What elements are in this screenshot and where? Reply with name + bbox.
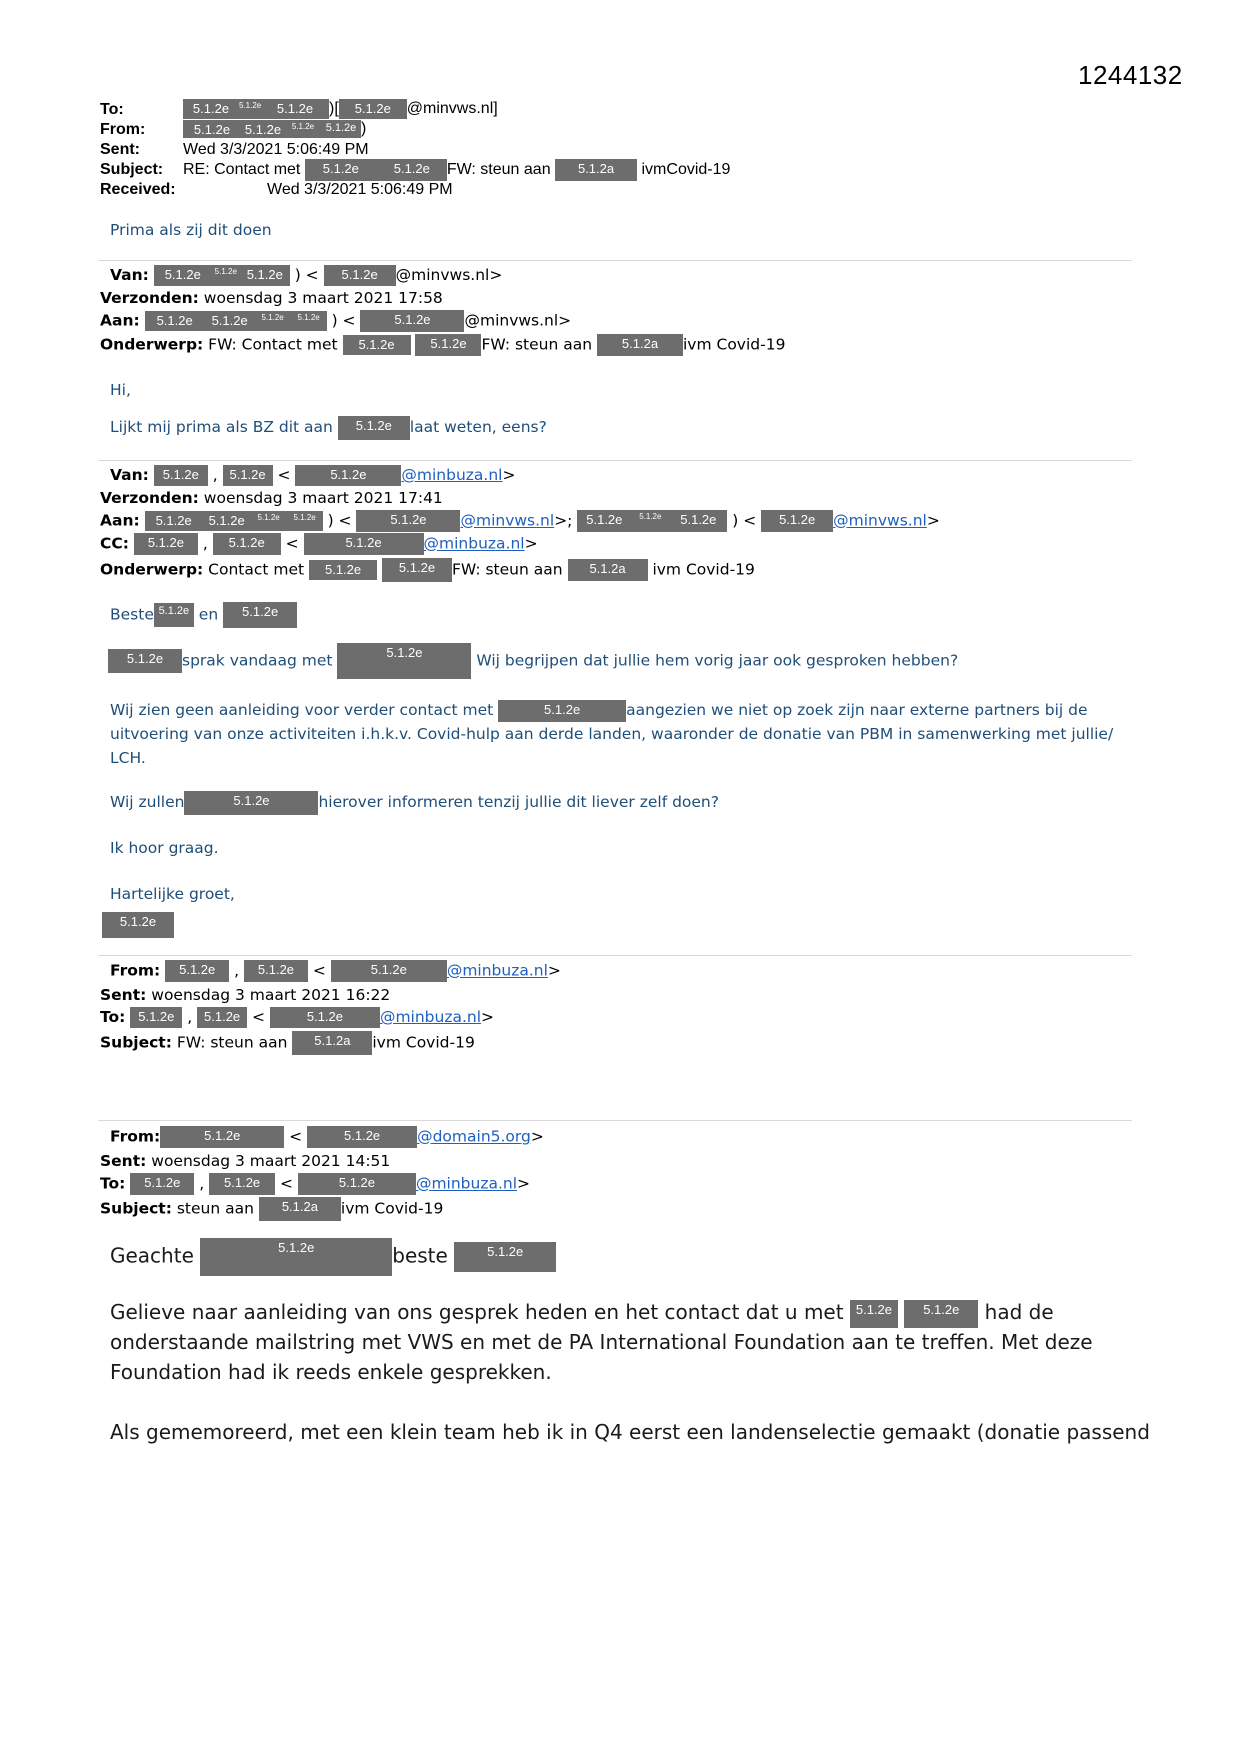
redaction-box: 5.1.2a (568, 559, 648, 581)
msg3-groet: Hartelijke groet, (110, 885, 235, 903)
redaction-box: 5.1.2e (577, 510, 631, 532)
redaction-box: 5.1.2e (338, 416, 410, 440)
redaction-box: 5.1.2e (145, 511, 203, 531)
redaction-box: 5.1.2e (337, 643, 471, 679)
msg3-para-line2: uitvoering van onze activiteiten i.h.k.v. Covid-hulp aan derde landen, waaronder de donatie van PBM in samenwerking met jullie/ (110, 725, 1114, 743)
msg3-onderwerp: Onderwerp: Contact met 5.1.2e 5.1.2e FW: steun aan 5.1.2a ivm Covid-19 (100, 558, 755, 582)
redaction-box: 5.1.2e (360, 310, 464, 332)
redaction-box: 5.1.2e (298, 1173, 416, 1195)
msg3-sprak: 5.1.2e sprak vandaag met 5.1.2e Wij begrijpen dat jullie hem vorig jaar ook gesproken hebben? (108, 643, 958, 679)
msg3-para-line1: Wij zien geen aanleiding voor verder contact met 5.1.2e aangezien we niet op zoek zijn naar externe partners bij de (110, 698, 1088, 722)
redaction-box: 5.1.2e (203, 511, 251, 531)
msg4-to-email[interactable]: @minbuza.nl (379, 1008, 482, 1026)
msg3-van: Van: 5.1.2e , 5.1.2e < 5.1.2e @minbuza.nl> (110, 466, 516, 484)
redaction-box: 5.1.2e (130, 1173, 194, 1195)
document-number: 1244132 (1078, 60, 1183, 90)
outer-to-domain: @minvws.nl] (406, 100, 498, 118)
msg3-beste: Beste 5.1.2e en 5.1.2e (110, 602, 297, 628)
redaction-box: 5.1.2e (154, 265, 212, 286)
msg5-from: From: 5.1.2e < 5.1.2e @domain5.org> (110, 1126, 544, 1148)
outer-subject-label: Subject: (100, 161, 164, 178)
redaction-box: 5.1.2a (555, 159, 637, 181)
msg5-salutation: Geachte 5.1.2e beste 5.1.2e (110, 1238, 556, 1276)
message-separator (98, 460, 1132, 461)
msg5-to-email[interactable]: @minbuza.nl (415, 1174, 518, 1193)
redaction-box: 5.1.2e (183, 120, 241, 138)
redaction-box: 5.1.2e (377, 159, 447, 181)
msg3-para-line3: LCH. (110, 749, 146, 767)
redaction-box: 5.1.2e (244, 960, 308, 982)
redaction-box: 5.1.2e (209, 1173, 275, 1195)
redaction-box: 5.1.2a (259, 1197, 341, 1221)
redaction-box: 5.1.2e (261, 99, 329, 119)
redaction-box: 5.1.2e (287, 511, 323, 531)
redaction-box: 5.1.2e (223, 602, 297, 628)
outer-to-label: To: (100, 101, 124, 118)
redaction-box: 5.1.2e (251, 511, 287, 531)
outer-to-value: 5.1.2e 5.1.2e 5.1.2e )[ 5.1.2e @minvws.nl] (183, 99, 498, 119)
redaction-box: 5.1.2e (309, 560, 377, 580)
redaction-box: 5.1.2e (356, 510, 460, 532)
msg3-hoor: Ik hoor graag. (110, 839, 219, 857)
msg2-van: Van: 5.1.2e 5.1.2e 5.1.2e ) < 5.1.2e @minvws.nl> (110, 266, 503, 284)
redaction-box: 5.1.2e (197, 1007, 247, 1028)
redaction-box: 5.1.2a (292, 1031, 372, 1055)
msg3-cc: CC: 5.1.2e , 5.1.2e < 5.1.2e @minbuza.nl> (100, 533, 538, 555)
redaction-box: 5.1.2e (321, 120, 361, 138)
redaction-box: 5.1.2e (382, 558, 452, 582)
message-separator (98, 1120, 1132, 1121)
msg3-zullen: Wij zullen 5.1.2e hierover informeren tenzij jullie dit liever zelf doen? (110, 790, 719, 815)
redaction-box: 5.1.2e (239, 99, 261, 119)
outer-sent-label: Sent: (100, 141, 140, 158)
msg2-line1: Lijkt mij prima als BZ dit aan 5.1.2e laat weten, eens? (110, 415, 547, 440)
outer-from-value: 5.1.2e 5.1.2e 5.1.2e 5.1.2e ) (183, 119, 366, 138)
msg3-verzonden: Verzonden: woensdag 3 maart 2021 17:41 (100, 489, 443, 507)
msg5-sent: Sent: woensdag 3 maart 2021 14:51 (100, 1152, 391, 1170)
redaction-box: 5.1.2e (154, 603, 194, 627)
msg5-para1-line3: Foundation had ik reeds enkele gesprekken. (110, 1360, 552, 1384)
redaction-box: 5.1.2e (669, 510, 727, 532)
redaction-box: 5.1.2e (631, 510, 669, 532)
redaction-box: 5.1.2e (850, 1300, 898, 1328)
outer-subject-value: RE: Contact met 5.1.2e 5.1.2e FW: steun aan 5.1.2a ivmCovid-19 (183, 159, 730, 181)
redaction-box: 5.1.2e (102, 912, 174, 938)
redaction-box: 5.1.2e (324, 265, 396, 286)
msg5-para2: Als gememoreerd, met een klein team heb ik in Q4 eerst een landenselectie gemaakt (donatie passend (110, 1420, 1150, 1444)
msg5-para1-line2: onderstaande mailstring met VWS en met de PA International Foundation aan te treffen. Met deze (110, 1330, 1093, 1354)
msg3-cc-email[interactable]: @minbuza.nl (423, 534, 525, 553)
msg4-from: From: 5.1.2e , 5.1.2e < 5.1.2e @minbuza.nl> (110, 960, 561, 982)
msg4-subject: Subject: FW: steun aan 5.1.2a ivm Covid-19 (100, 1031, 475, 1055)
outer-received-value: Wed 3/3/2021 5:06:49 PM (267, 181, 453, 198)
redaction-box: 5.1.2e (270, 1007, 380, 1028)
msg4-to: To: 5.1.2e , 5.1.2e < 5.1.2e @minbuza.nl> (100, 1008, 495, 1026)
redaction-box: 5.1.2e (498, 700, 626, 722)
outer-sent-value: Wed 3/3/2021 5:06:49 PM (183, 141, 369, 158)
redaction-box: 5.1.2e (241, 120, 285, 138)
msg5-subject: Subject: steun aan 5.1.2a ivm Covid-19 (100, 1197, 443, 1221)
redaction-box: 5.1.2e (184, 791, 318, 815)
message-separator (98, 955, 1132, 956)
redaction-box: 5.1.2e (183, 99, 239, 119)
msg4-from-email[interactable]: @minbuza.nl (446, 961, 548, 980)
redaction-box: 5.1.2e (339, 99, 407, 119)
redaction-box: 5.1.2e (305, 159, 377, 181)
redaction-box: 5.1.2e (160, 1126, 284, 1148)
redaction-box: 5.1.2e (295, 465, 401, 486)
msg3-van-email[interactable]: @minbuza.nl (401, 466, 503, 484)
redaction-box: 5.1.2e (154, 465, 208, 486)
redaction-box: 5.1.2e (285, 120, 321, 138)
redaction-box: 5.1.2e (291, 311, 327, 331)
msg3-aan-email-1[interactable]: @minvws.nl (460, 511, 555, 530)
redaction-box: 5.1.2e (200, 1238, 392, 1276)
msg2-onderwerp: Onderwerp: FW: Contact met 5.1.2e 5.1.2e FW: steun aan 5.1.2a ivm Covid-19 (100, 334, 785, 356)
msg5-para1-line1: Gelieve naar aanleiding van ons gesprek heden en het contact dat u met 5.1.2e 5.1.2e had de (110, 1297, 1054, 1328)
outer-received-label: Received: (100, 181, 176, 198)
redaction-box: 5.1.2e (165, 960, 229, 982)
redaction-box: 5.1.2e (213, 533, 281, 555)
redaction-box: 5.1.2e (255, 311, 291, 331)
redaction-box: 5.1.2e (108, 649, 182, 673)
msg5-to: To: 5.1.2e , 5.1.2e < 5.1.2e @minbuza.nl> (100, 1173, 530, 1195)
msg2-aan: Aan: 5.1.2e 5.1.2e 5.1.2e 5.1.2e ) < 5.1.2e @minvws.nl> (100, 310, 571, 332)
redaction-box: 5.1.2e (331, 960, 447, 982)
message-separator (98, 260, 1132, 261)
msg5-from-email[interactable]: @domain5.org (417, 1127, 531, 1146)
redaction-box: 5.1.2e (415, 334, 481, 356)
msg3-aan-email-2[interactable]: @minvws.nl (833, 511, 927, 530)
redaction-box: 5.1.2e (454, 1242, 556, 1272)
msg2-greeting: Hi, (110, 381, 131, 399)
redaction-box: 5.1.2e (212, 265, 240, 286)
msg3-aan: Aan: 5.1.2e 5.1.2e 5.1.2e 5.1.2e ) < 5.1.2e @minvws.nl>; 5.1.2e 5.1.2e 5.1.2e ) < 5.1.2e @minvws.nl> (100, 510, 940, 532)
redaction-box: 5.1.2e (307, 1126, 417, 1148)
redaction-box: 5.1.2e (904, 1300, 978, 1328)
redaction-box: 5.1.2e (240, 265, 290, 286)
redaction-box: 5.1.2a (597, 334, 683, 356)
redaction-box: 5.1.2e (304, 533, 424, 555)
msg4-sent: Sent: woensdag 3 maart 2021 16:22 (100, 986, 391, 1004)
redaction-box: 5.1.2e (223, 465, 273, 486)
redaction-box: 5.1.2e (130, 1007, 182, 1028)
redaction-box: 5.1.2e (761, 510, 833, 532)
redaction-box: 5.1.2e (205, 311, 255, 331)
reply-body: Prima als zij dit doen (110, 221, 272, 239)
redaction-box: 5.1.2e (145, 311, 205, 331)
msg3-signature (102, 912, 174, 938)
redaction-box: 5.1.2e (134, 533, 198, 555)
msg2-verzonden: Verzonden: woensdag 3 maart 2021 17:58 (100, 289, 443, 307)
outer-from-label: From: (100, 121, 146, 138)
redaction-box: 5.1.2e (343, 335, 411, 355)
